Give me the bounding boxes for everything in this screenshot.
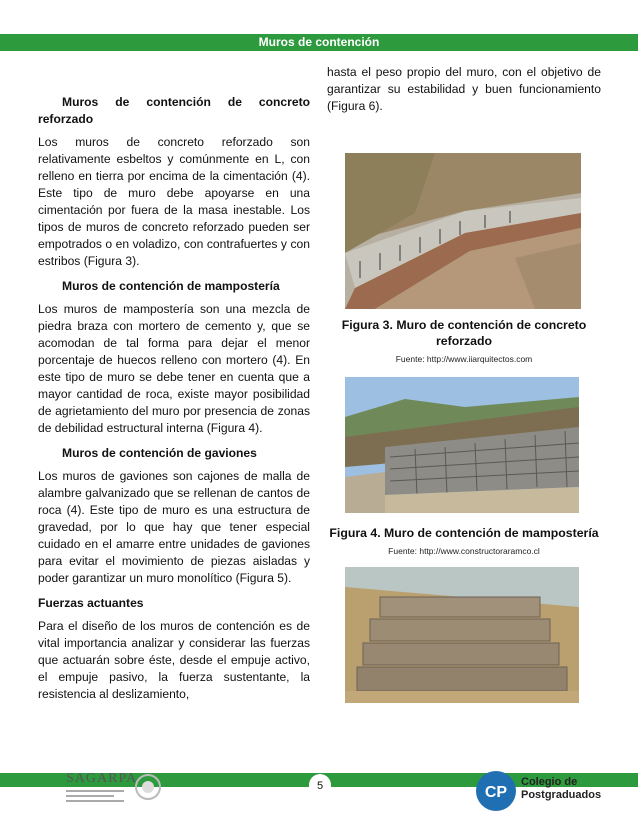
section-body-concreto: Los muros de concreto reforzado son relativamente esbeltos y comúnmente en L, con relleno en tierra por encima de la cimentación (4). Este tipo de muro debe apoyarse en una cimentación por fuera de la masa inestable. Los tipos de muros de concreto reforzado pueden ser empotrados o en voladizo, con contrafuertes y con estribos (Figura 3).	[38, 135, 310, 268]
page-number: 5	[309, 774, 331, 798]
colegio-line2: Postgraduados	[521, 789, 602, 801]
left-column	[38, 94, 310, 711]
page-header-title: Muros de contención	[258, 35, 380, 49]
section-body-fuerzas: Para el diseño de los muros de contención es de vital importancia analizar y considerar las fuerzas que actuarán sobre éste, desde el empuje activo, el empuje pasivo, la fuerza sustentante, la resistencia al deslizamiento,	[38, 619, 310, 701]
right-column	[327, 64, 601, 703]
figure-4-source: Fuente: http://www.constructoraramco.cl	[388, 546, 540, 556]
sagarpa-logo-text: SAGARPA	[66, 771, 138, 786]
sagarpa-logo	[66, 771, 138, 815]
section-heading-concreto: Muros de contención de concreto reforzado	[38, 95, 310, 126]
colegio-line1: Colegio de	[521, 776, 578, 788]
figure-4-photo	[345, 377, 579, 513]
figure-3-source: Fuente: http://www.iiarquitectos.com	[395, 354, 533, 364]
header-bar	[0, 34, 638, 51]
sagarpa-subline	[66, 795, 114, 797]
figure-5-photo	[345, 567, 579, 703]
figure-4-caption: Figura 4. Muro de contención de mampostería	[329, 526, 599, 540]
sagarpa-subline	[66, 800, 124, 802]
coat-of-arms-icon	[134, 772, 162, 807]
section-body-gaviones: Los muros de gaviones son cajones de malla de alambre galvanizado que se rellenan de cantos de roca (4). Este tipo de muro es una estructura de gravedad, por lo que hay que tener especial cuidado en el amarre entre unidades de gaviones para evitar el movimiento de piezas aisladas y poder garantizar un muro monolítico (Figura 5).	[38, 469, 310, 585]
continuation-text: hasta el peso propio del muro, con el objetivo de garantizar su estabilidad y buen funcionamiento (Figura 6).	[327, 65, 601, 113]
figure-3-caption: Figura 3. Muro de contención de concreto reforzado	[341, 318, 587, 348]
section-heading-fuerzas: Fuerzas actuantes	[38, 596, 144, 610]
colegio-postgraduados-logo-icon	[475, 770, 517, 817]
section-heading-gaviones: Muros de contención de gaviones	[62, 446, 257, 460]
cp-logo-letters: CP	[484, 784, 508, 801]
sagarpa-subline	[66, 790, 124, 792]
section-body-mamposteria: Los muros de mampostería son una mezcla de piedra braza con mortero de cemento y, que se acomodan de tal forma para dejar el menor porcentaje de huecos relleno con mortero (4). En este tipo de muro se debe tener en cuenta que a mayor cantidad de roca, existe mayor posibilidad de agrietamiento del muro por presencia de zonas de debilidad estructural interna (Figura 4).	[38, 302, 310, 435]
section-heading-mamposteria: Muros de contención de mampostería	[62, 279, 280, 293]
figure-3-photo	[345, 153, 581, 309]
colegio-postgraduados-text	[521, 776, 601, 802]
